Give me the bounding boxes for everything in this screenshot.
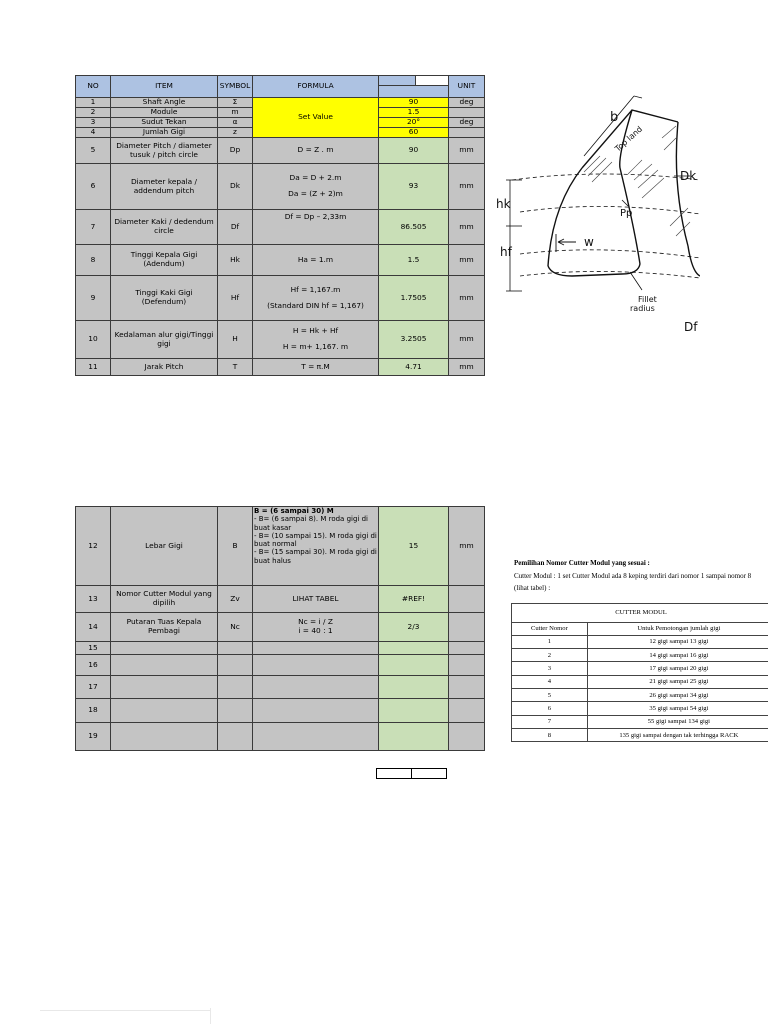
label-hf: hf [500, 245, 512, 259]
cell-item: Tinggi Kaki Gigi (Defendum) [111, 276, 218, 321]
table-row [512, 649, 768, 662]
cell-formula [253, 164, 379, 210]
label-b: b [610, 110, 619, 125]
cell-no: 3 [76, 118, 111, 128]
divider [210, 1008, 211, 1024]
cell-formula: Df = Dp – 2,33m [253, 210, 379, 245]
formula-line: (Standard DIN hf = 1,167) [267, 300, 364, 310]
cutter-no: 7 [512, 715, 588, 728]
cell-unit [449, 128, 485, 138]
formula-line: i = 40 : 1 [298, 626, 333, 635]
cutter-range: 135 gigi sampai dengan tak terhingga RACK [587, 728, 768, 741]
cell-unit [449, 655, 485, 676]
cell-symbol: Df [218, 210, 253, 245]
cell-no: 2 [76, 108, 111, 118]
table-row [76, 655, 485, 676]
header-no: NO [76, 76, 111, 98]
cell-unit: mm [449, 164, 485, 210]
table-row [512, 662, 768, 675]
label-radius: radius [630, 304, 655, 313]
divider [40, 1010, 210, 1011]
table-row [76, 586, 485, 613]
cell-symbol [218, 723, 253, 751]
cell-formula [253, 321, 379, 359]
cell-value: #REF! [379, 586, 449, 613]
formula-line: B = (6 sampai 30) M [254, 507, 334, 515]
cell-value[interactable]: 90 [379, 98, 449, 108]
table-row [76, 276, 485, 321]
cell-value: 2/3 [379, 613, 449, 642]
formula-line: - B= (6 sampai 8). M roda gigi di buat kasar [254, 515, 368, 532]
label-fillet: Fillet [638, 295, 657, 304]
cutter-range: 21 gigi sampai 25 gigi [587, 675, 768, 688]
label-w: w [584, 235, 594, 249]
cell-value: 1.5 [379, 245, 449, 276]
cell-unit [449, 108, 485, 118]
cell-symbol: T [218, 359, 253, 376]
cell-value[interactable] [379, 699, 449, 723]
table-row [76, 699, 485, 723]
cell-unit: mm [449, 138, 485, 164]
cell-value[interactable] [379, 655, 449, 676]
cutter-text: (lihat tabel) : [514, 584, 551, 592]
cell-no: 18 [76, 699, 111, 723]
formula-line: Nc = i / Z [298, 617, 333, 627]
cell-formula [253, 699, 379, 723]
cell-no: 8 [76, 245, 111, 276]
cell-formula: LIHAT TABEL [253, 586, 379, 613]
table-row [512, 715, 768, 728]
table-row [76, 138, 485, 164]
cutter-modul-table [511, 603, 768, 743]
cutter-col-header: Cutter Nomor [512, 622, 588, 635]
table-row [76, 98, 485, 108]
header-symbol: SYMBOL [218, 76, 253, 98]
cell-value[interactable] [379, 642, 449, 655]
header-item: ITEM [111, 76, 218, 98]
cutter-table-title: CUTTER MODUL [512, 603, 768, 622]
formula-line: - B= (10 sampai 15). M roda gigi di buat normal [254, 531, 377, 548]
spare-cells [376, 768, 447, 779]
cell-item [111, 723, 218, 751]
cell-symbol: H [218, 321, 253, 359]
table-row [76, 613, 485, 642]
cell-item [111, 655, 218, 676]
cutter-range: 17 gigi sampai 20 gigi [587, 662, 768, 675]
cell-unit: deg [449, 118, 485, 128]
cell-formula [253, 676, 379, 699]
cell-item: Diameter Pitch / diameter tusuk / pitch circle [111, 138, 218, 164]
cutter-text: Cutter Modul : 1 set Cutter Modul ada 8 keping terdiri dari nomor 1 sampai nomor 8 [514, 571, 752, 580]
cell-unit [449, 642, 485, 655]
cutter-no: 3 [512, 662, 588, 675]
cell-no: 4 [76, 128, 111, 138]
cell-value[interactable]: 20° [379, 118, 449, 128]
header-unit: UNIT [449, 76, 485, 98]
cell-item: Lebar Gigi [111, 507, 218, 586]
cell-item: Diameter kepala / addendum pitch [111, 164, 218, 210]
cell-unit: deg [449, 98, 485, 108]
cell-value: 4.71 [379, 359, 449, 376]
cell-no: 1 [76, 98, 111, 108]
cell-symbol: Zv [218, 586, 253, 613]
table-row [512, 728, 768, 741]
table-row [76, 723, 485, 751]
cell-unit [449, 586, 485, 613]
cell-symbol [218, 699, 253, 723]
cell-symbol: Hf [218, 276, 253, 321]
cell-item: Shaft Angle [111, 98, 218, 108]
label-hk: hk [496, 197, 511, 211]
cell-no: 5 [76, 138, 111, 164]
cell-value: 3.2505 [379, 321, 449, 359]
cell-no: 12 [76, 507, 111, 586]
cell-unit: mm [449, 210, 485, 245]
cell-value: 15 [379, 507, 449, 586]
cell-item: Kedalaman alur gigi/Tinggi gigi [111, 321, 218, 359]
cell-unit [449, 676, 485, 699]
cell-formula: D = Z . m [253, 138, 379, 164]
cutter-range: 26 gigi sampai 34 gigi [587, 688, 768, 701]
cell-formula [253, 613, 379, 642]
set-value-cell: Set Value [253, 98, 379, 138]
cell-symbol: Σ [218, 98, 253, 108]
label-dk: Dk [680, 169, 697, 183]
cell-value: 90 [379, 138, 449, 164]
cell-value: 86.505 [379, 210, 449, 245]
cell-item: Diameter Kaki / dedendum circle [111, 210, 218, 245]
label-top-land: Top land [613, 124, 645, 154]
gear-calculation-table [75, 75, 485, 376]
cell-item: Tinggi Kepala Gigi (Adendum) [111, 245, 218, 276]
cell-value[interactable]: 60 [379, 128, 449, 138]
cutter-range: 12 gigi sampai 13 gigi [587, 635, 768, 648]
cell-no: 13 [76, 586, 111, 613]
cell-symbol [218, 676, 253, 699]
spare-cell[interactable] [377, 769, 412, 779]
table-row [512, 675, 768, 688]
cell-item: Sudut Tekan [111, 118, 218, 128]
cell-symbol: Dk [218, 164, 253, 210]
cutter-modul-section [514, 557, 768, 742]
cutter-no: 5 [512, 688, 588, 701]
cell-symbol: Dp [218, 138, 253, 164]
cell-unit: mm [449, 245, 485, 276]
table-row [512, 688, 768, 701]
header-formula: FORMULA [253, 76, 379, 98]
cell-symbol: B [218, 507, 253, 586]
cell-item: Jumlah Gigi [111, 128, 218, 138]
cell-formula: Ha = 1.m [253, 245, 379, 276]
table-row [512, 635, 768, 648]
table-row [76, 359, 485, 376]
cell-item: Putaran Tuas Kepala Pembagi [111, 613, 218, 642]
cell-no: 17 [76, 676, 111, 699]
cutter-heading: Pemilihan Nomor Cutter Modul yang sesuai : [514, 559, 650, 567]
table-row [512, 702, 768, 715]
cell-no: 7 [76, 210, 111, 245]
cutter-no: 4 [512, 675, 588, 688]
cell-item [111, 642, 218, 655]
cell-formula [253, 507, 379, 586]
cell-no: 6 [76, 164, 111, 210]
cell-formula [253, 642, 379, 655]
cell-no: 14 [76, 613, 111, 642]
cell-symbol: Nc [218, 613, 253, 642]
cell-unit [449, 613, 485, 642]
cell-no: 15 [76, 642, 111, 655]
cell-symbol: α [218, 118, 253, 128]
cell-value[interactable]: 1.5 [379, 108, 449, 118]
formula-line: Da = (Z + 2)m [288, 189, 343, 198]
cell-value: 1.7505 [379, 276, 449, 321]
table-row [76, 321, 485, 359]
cell-no: 16 [76, 655, 111, 676]
cutter-range: 14 gigi sampai 16 gigi [587, 649, 768, 662]
cell-value[interactable] [379, 676, 449, 699]
cell-no: 9 [76, 276, 111, 321]
spare-cell[interactable] [412, 769, 447, 779]
cell-unit [449, 699, 485, 723]
formula-line: H = Hk + Hf [292, 326, 339, 336]
cutter-range: 35 gigi sampai 54 gigi [587, 702, 768, 715]
cell-symbol [218, 655, 253, 676]
table-row [76, 676, 485, 699]
cell-formula [253, 655, 379, 676]
cell-symbol: Hk [218, 245, 253, 276]
gear-tooth-diagram [492, 76, 700, 342]
table-row [76, 164, 485, 210]
cutter-no: 8 [512, 728, 588, 741]
formula-line: H = m+ 1,167. m [282, 342, 349, 351]
cell-item [111, 676, 218, 699]
cutter-no: 2 [512, 649, 588, 662]
cell-item: Jarak Pitch [111, 359, 218, 376]
label-pp: Pp [620, 208, 633, 219]
header-value[interactable] [379, 76, 449, 98]
cell-symbol [218, 642, 253, 655]
formula-line: - B= (15 sampai 30). M roda gigi di buat halus [254, 548, 377, 565]
cell-item: Nomor Cutter Modul yang dipilih [111, 586, 218, 613]
cell-unit: mm [449, 321, 485, 359]
cell-value: 93 [379, 164, 449, 210]
header-row [76, 76, 485, 98]
cell-no: 19 [76, 723, 111, 751]
label-df: Df [684, 320, 698, 334]
table-row [76, 642, 485, 655]
cutter-col-header: Untuk Pemotongan jumlah gigi [587, 622, 768, 635]
cell-unit [449, 723, 485, 751]
cell-unit: mm [449, 507, 485, 586]
cell-symbol: z [218, 128, 253, 138]
cutter-range: 55 gigi sampai 134 gigi [587, 715, 768, 728]
cell-symbol: m [218, 108, 253, 118]
cell-item [111, 699, 218, 723]
formula-line: Da = D + 2.m [289, 173, 342, 183]
cell-no: 10 [76, 321, 111, 359]
cell-unit: mm [449, 359, 485, 376]
cell-formula [253, 723, 379, 751]
cell-value[interactable] [379, 723, 449, 751]
table-row [76, 245, 485, 276]
table-row [76, 507, 485, 586]
table-row [76, 210, 485, 245]
cutter-no: 6 [512, 702, 588, 715]
cell-formula: T = π.M [253, 359, 379, 376]
cell-no: 11 [76, 359, 111, 376]
gear-calculation-table-2 [75, 506, 485, 751]
formula-line: Hf = 1,167.m [290, 284, 341, 294]
cutter-intro [514, 557, 768, 595]
cutter-no: 1 [512, 635, 588, 648]
cell-formula [253, 276, 379, 321]
cell-unit: mm [449, 276, 485, 321]
cell-item: Module [111, 108, 218, 118]
